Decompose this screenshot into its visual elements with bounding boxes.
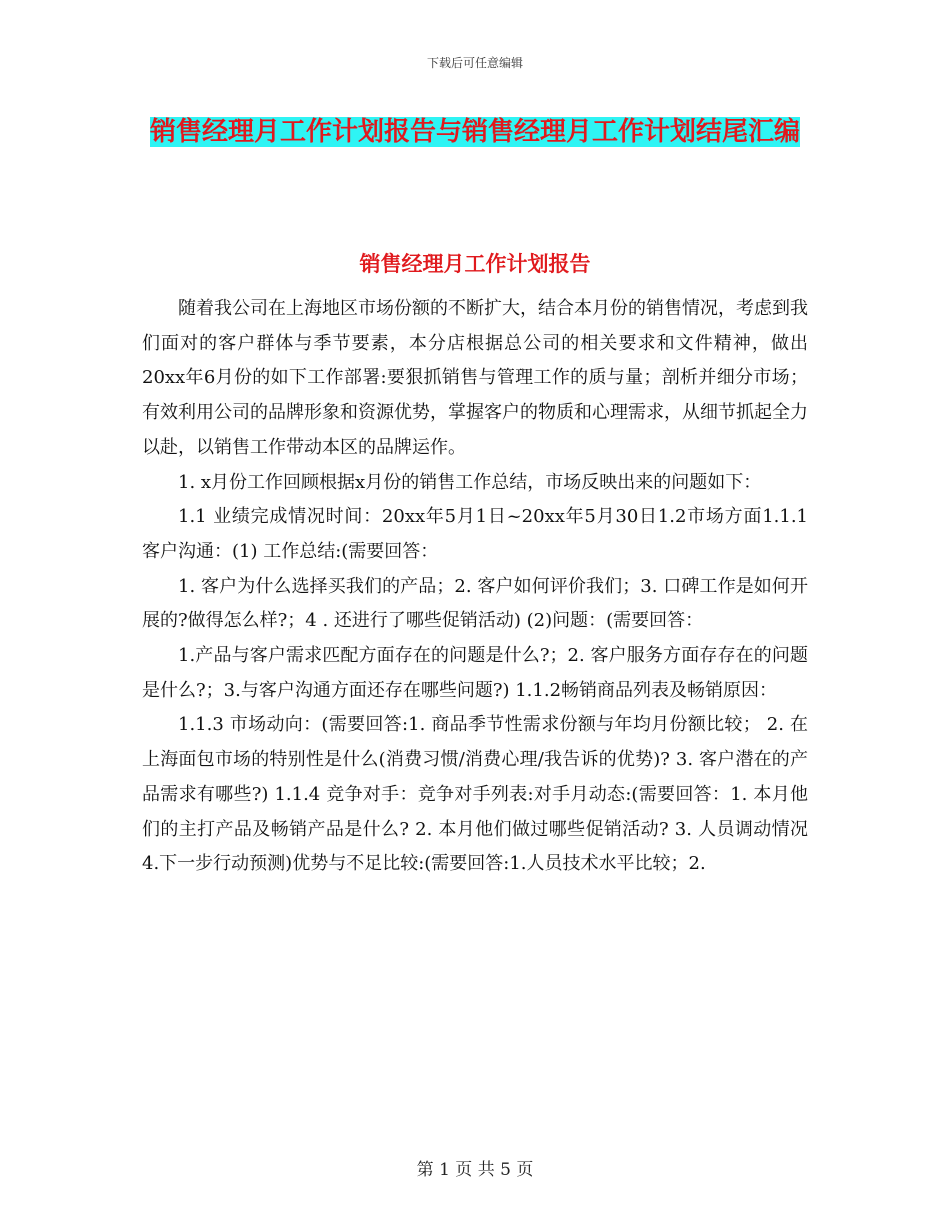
paragraph: 1. 客户为什么选择买我们的产品；2. 客户如何评价我们；3. 口碑工作是如何开展的?做得怎么样?；4 . 还进行了哪些促销活动) (2)问题：(需要回答： <box>142 575 808 632</box>
section-title: 销售经理月工作计划报告 <box>359 252 591 276</box>
page-footer: 第 1 页 共 5 页 <box>416 1160 534 1180</box>
paragraph: 1. x月份工作回顾根据x月份的销售工作总结，市场反映出来的问题如下： <box>178 471 762 493</box>
paragraph: 1.1 业绩完成情况时间：20xx年5月1日~20xx年5月30日1.2市场方面1.1.1 客户沟通：(1) 工作总结:(需要回答： <box>142 506 808 562</box>
document-title-text: 销售经理月工作计划报告与销售经理月工作计划结尾汇编 <box>149 117 800 147</box>
paragraph: 1.1.3 市场动向：(需要回答:1. 商品季节性需求份额与年均月份额比较； 2. 在上海面包市场的特别性是什么(消费习惯/消费心理/我告诉的优势)? 3. 客户潜在的产品需求有哪些?) 1.1.4 竞争对手：竞争对手列表:对手月动态:(需要回答：1. 本月他们的主打产品及畅销产品是什么? 2. 本月他们做过哪些促销活动? 3. 人员调动情况 4.下一步行动预测)优势与不足比较:(需要回答:1.人员技术水平比较；2. <box>142 714 808 875</box>
document-body <box>142 292 808 882</box>
paragraph: 1.产品与客户需求匹配方面存在的问题是什么?；2. 客户服务方面存存在的问题是什么?；3.与客户沟通方面还存在哪些问题?) 1.1.2畅销商品列表及畅销原因： <box>142 645 808 701</box>
document-title <box>140 108 810 156</box>
header-note: 下载后可任意编辑 <box>426 56 523 70</box>
paragraph: 随着我公司在上海地区市场份额的不断扩大，结合本月份的销售情况，考虑到我们面对的客户群体与季节要素，本分店根据总公司的相关要求和文件精神，做出20xx年6月份的如下工作部署:要狠抓销售与管理工作的质与量；剖析并细分市场；有效利用公司的品牌形象和资源优势，掌握客户的物质和心理需求，从细节抓起全力以赴，以销售工作带动本区的品牌运作。 <box>142 298 808 458</box>
